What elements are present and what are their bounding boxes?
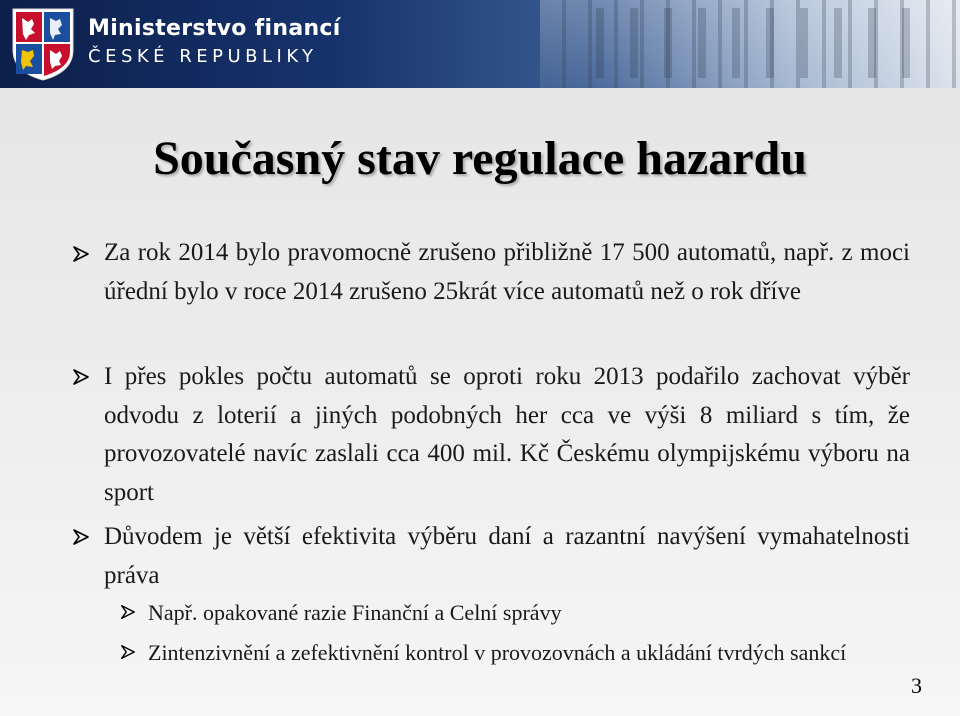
brand-name: Ministerstvo financí: [88, 16, 341, 41]
bullet-item: Za rok 2014 bylo pravomocně zrušeno přibližně 17 500 automatů, např. z moci úřední bylo v roce 2014 zrušeno 25krát více automatů než o rok dříve: [104, 239, 910, 305]
czech-coat-of-arms-icon: [10, 6, 76, 82]
building-windows: [570, 8, 930, 78]
arrowhead-bullet-icon: [72, 368, 90, 386]
sub-bullet-item: Např. opakované razie Finanční a Celní správy: [148, 600, 562, 625]
bullet-item: Důvodem je větší efektivita výběru daní a razantní navýšení vymahatelnosti práva: [104, 523, 910, 589]
slide-title: Současný stav regulace hazardu: [153, 132, 807, 185]
sub-bullet-item: Zintenzivnění a zefektivnění kontrol v provozovnách a ukládání tvrdých sankcí: [148, 640, 847, 665]
header-banner: [0, 0, 960, 88]
arrowhead-bullet-icon: [72, 245, 90, 263]
arrowhead-bullet-icon: [72, 528, 90, 546]
arrowhead-bullet-icon: [120, 644, 136, 660]
bullet-item: I přes pokles počtu automatů se oproti roku 2013 podařilo zachovat výběr odvodu z loterií a jiných podobných her cca ve výši 8 miliard s tím, že provozovatelé navíc zaslali cca 400 mil. Kč Českému olympijskému výboru na sport: [104, 363, 910, 506]
arrowhead-bullet-icon: [120, 604, 136, 620]
page-number: 3: [911, 673, 922, 698]
brand-subtitle: ČESKÉ REPUBLIKY: [88, 46, 318, 67]
